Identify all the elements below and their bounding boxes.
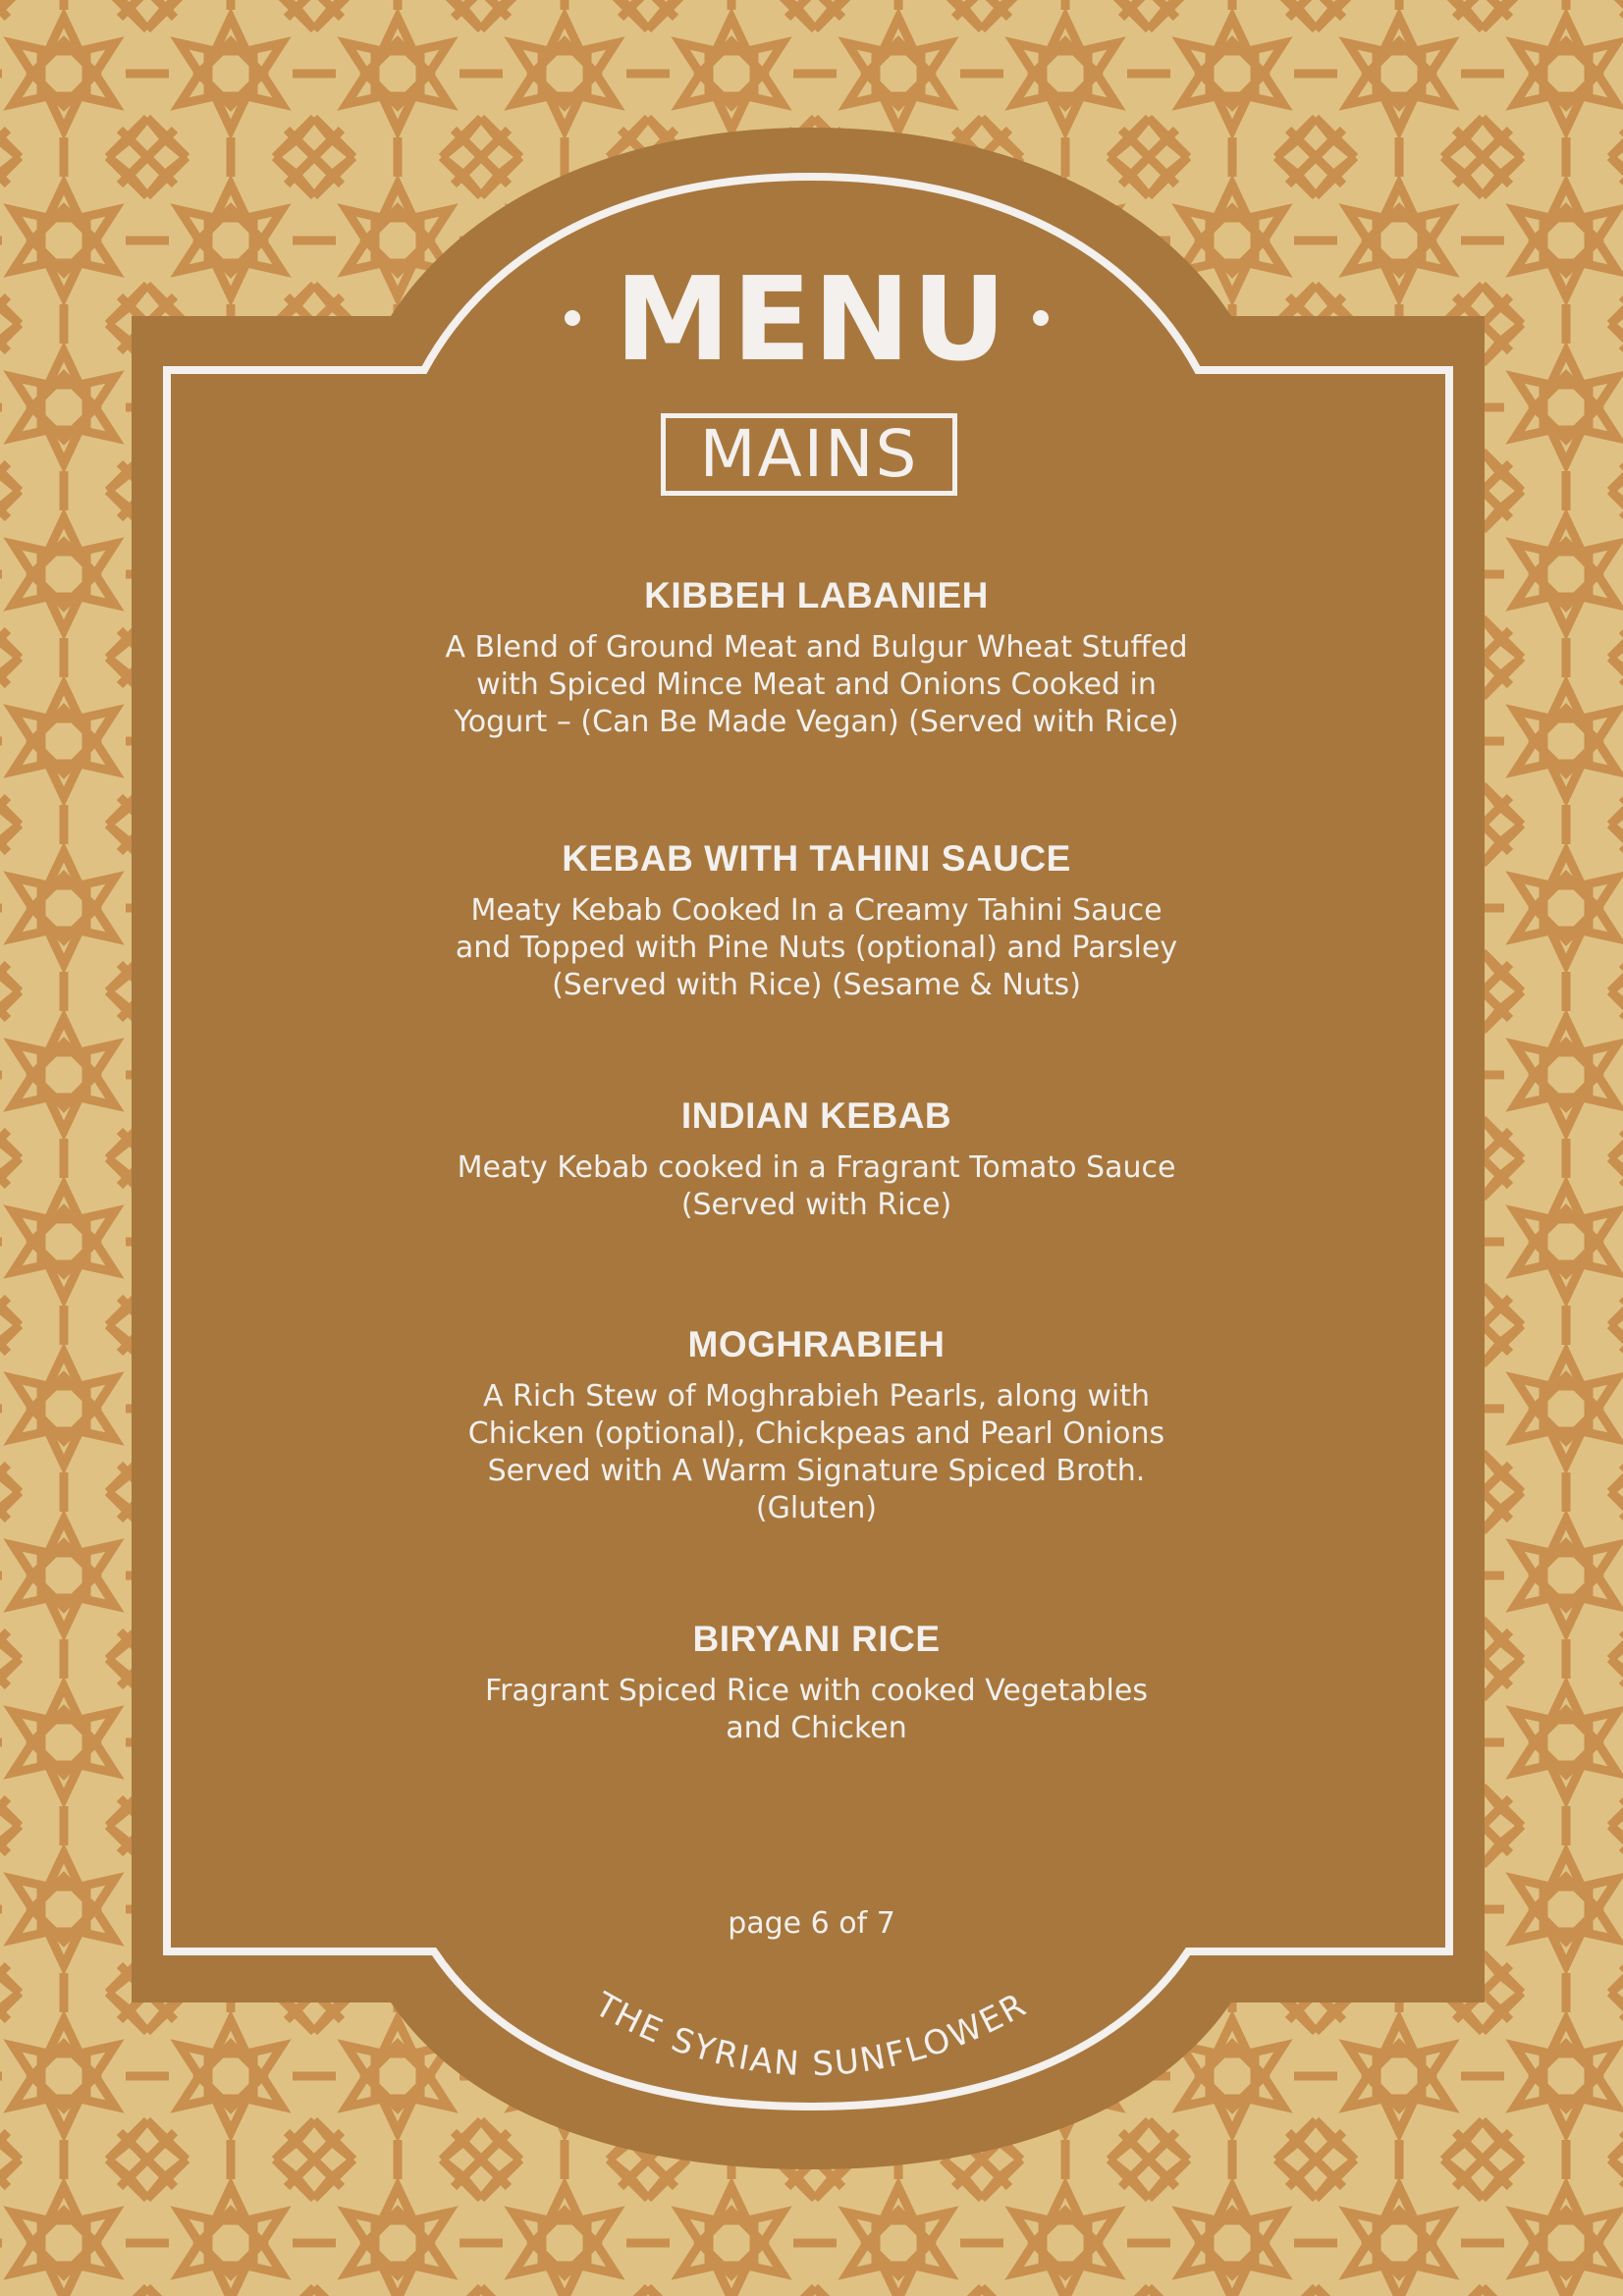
menu-title: MENU — [615, 251, 1008, 387]
brand-name: THE SYRIAN SUNFLOWER — [588, 1985, 1034, 2085]
menu-item-name: KEBAB WITH TAHINI SAUCE — [562, 838, 1071, 879]
menu-item-description: A Blend of Ground Meat and Bulgur Wheat Stuffed with Spiced Mince Meat and Onions Cooked in Yogurt – (Can Be Made Vegan) (Served with Rice) — [445, 630, 1188, 739]
menu-item-description: A Rich Stew of Moghrabieh Pearls, along with Chicken (optional), Chickpeas and Pearl Onions Served with A Warm Signature Spiced Broth. (Gluten) — [467, 1379, 1165, 1525]
menu-item-name: BIRYANI RICE — [692, 1619, 941, 1659]
section-heading: MAINS — [699, 416, 919, 492]
menu-item-description: Fragrant Spiced Rice with cooked Vegetables and Chicken — [485, 1674, 1148, 1745]
menu-item-name: MOGHRABIEH — [687, 1324, 946, 1364]
menu-item-description: Meaty Kebab Cooked In a Creamy Tahini Sauce and Topped with Pine Nuts (optional) and Parsley (Served with Rice) (Sesame & Nuts) — [455, 893, 1178, 1002]
menu-item-name: INDIAN KEBAB — [680, 1095, 952, 1136]
svg-text:THE SYRIAN SUNFLOWER — [587, 1985, 1034, 2084]
menu-item-description: Meaty Kebab cooked in a Fragrant Tomato Sauce (Served with Rice) — [457, 1150, 1176, 1222]
page-number: page 6 of 7 — [728, 1906, 895, 1941]
menu-item-name: KIBBEH LABANIEH — [644, 575, 989, 615]
